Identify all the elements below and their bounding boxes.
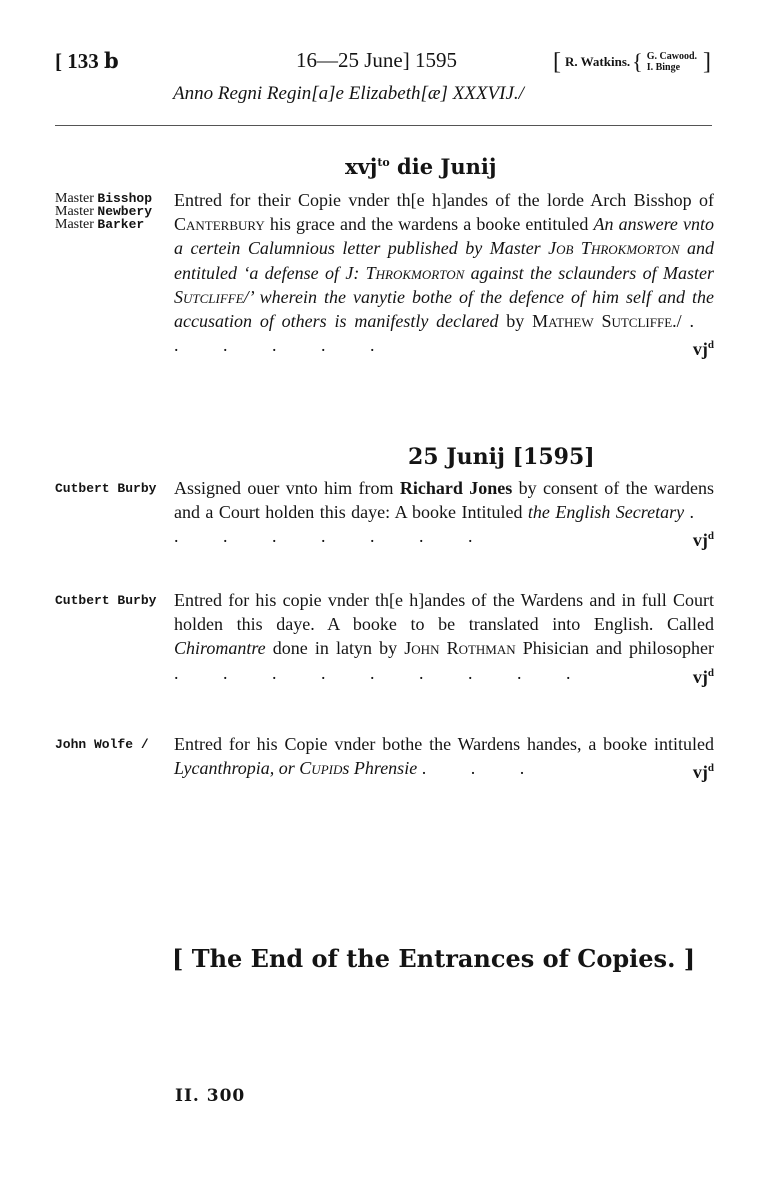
warden-label: R. Watkins. <box>565 54 631 69</box>
margin-note-1: Master Bisshop Master Newbery Master Barker <box>55 191 152 232</box>
fee: $vj^d$ <box>692 762 714 783</box>
wardens-stack <box>647 51 697 73</box>
leader-dots: . . . . . . . . . <box>174 662 591 683</box>
leader-dots: . . . . . . <box>174 311 714 356</box>
fee: $vj^d$ <box>692 666 714 687</box>
day-heading-2: 25 Junij [1595] <box>408 444 595 470</box>
entry-4: Entred for his Copie vnder bothe the Wardens handes, a booke intituled Lycanthropia, or Cupids Phrensie . . . $vj^d$ <box>174 732 714 784</box>
day-heading-1: xvj$^{to}$ die Junij <box>345 154 497 179</box>
margin-note-2: Cutbert Burby <box>55 481 157 496</box>
warden-top: G. Cawood. <box>646 51 698 62</box>
entry-3: Entred for his copie vnder th[e h]andes of the Wardens and in full Court holden this daye. A booke to be translated into English. Called Chiromantre done in latyn by John Rothman Phisician and philosopher . . . . . . . . . $vj^d$ <box>174 588 714 689</box>
fee: $vj^d$ <box>692 339 714 360</box>
entry-1: Entred for their Copie vnder th[e h]andes of the lorde Arch Bisshop of Canterbury his grace and the wardens a booke entituled An answere vnto a certein Calumnious letter published by Master Job Throkmorton and entituled ‘a defense of J: Throkmorton against the sclaunders of Master Sutcliffe/’ wherein the vanytie bothe of the defence of him self and the accusation of others is manifestly declared by Mathew Sutcliffe./ . . . . . . $vj^d$ <box>174 188 714 361</box>
wardens-close-bracket: ] <box>703 49 712 75</box>
wardens-box <box>553 50 711 74</box>
header-rule <box>55 125 712 126</box>
wardens-brace: { <box>632 49 643 74</box>
running-date: 16—25 June] 1595 <box>296 48 457 72</box>
folio-number: [ 133 b <box>55 48 119 73</box>
leader-dots: . . . <box>421 758 545 779</box>
folio-suffix: b <box>104 48 119 73</box>
regnal-year: Anno Regni Regin[a]e Elizabeth[æ] XXXVIJ./ <box>173 83 524 104</box>
leader-dots: . . . . . . . . <box>174 502 714 547</box>
warden-bottom: I. Binge <box>646 62 681 73</box>
wardens-open-bracket: [ <box>553 49 561 75</box>
signature-mark: II. 300 <box>175 1086 246 1106</box>
margin-note-4: John Wolfe / <box>55 737 149 752</box>
end-note: [ The End of the Entrances of Copies. ] <box>172 944 696 973</box>
margin-note-3: Cutbert Burby <box>55 593 157 608</box>
entry-2: Assigned ouer vnto him from Richard Jones by consent of the wardens and a Court holden this daye: A booke Intituled the English Secretary . . . . . . . . $vj^d$ <box>174 476 714 553</box>
fee: $vj^d$ <box>692 530 714 551</box>
